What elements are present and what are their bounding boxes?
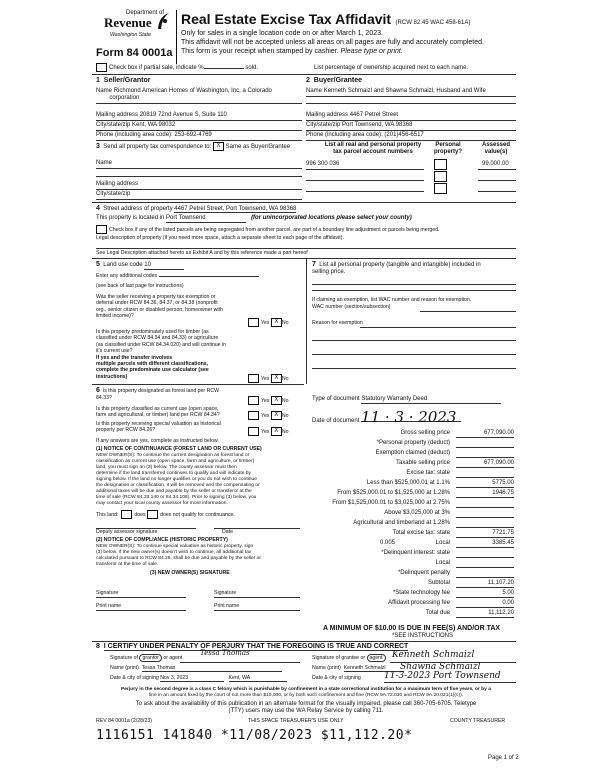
revision: REV 84 0001a (2/28/23) [96, 718, 152, 724]
street-address-field[interactable] [96, 205, 296, 213]
seller-city-field[interactable] [96, 122, 175, 129]
buyer-phone-field[interactable]: Phone (including area code): (201)456-6517 [306, 132, 424, 138]
calc-value[interactable] [456, 570, 514, 578]
grantor-name-label: Name (print) [110, 665, 139, 671]
segregated-label: Check box if any of the listed parcels are being segregated from another parcel, are part of a boundary line adjustment or parcels being merged. [109, 226, 440, 233]
hist-no-box[interactable]: X [271, 427, 282, 436]
doc-type-label: Type of document [312, 396, 360, 402]
seller-phone: 253-692-4769 [174, 132, 212, 138]
seller-title [96, 77, 150, 85]
calc-label: Affidavit processing fee [388, 600, 450, 606]
q2b-line-4: instructions) [96, 373, 128, 380]
personal-checkbox-2[interactable] [434, 171, 447, 182]
owner-print-label-1: Print name [96, 603, 122, 609]
assessed-col-header [476, 142, 516, 156]
seller-phone-label: Phone (including area code) [96, 132, 172, 138]
treasurer-use: THIS SPACE TREASURER'S USE ONLY [248, 718, 344, 724]
certify-text: I CERTIFY UNDER PENALTY OF PERJURY THAT THE FOREGOING IS TRUE AND CORRECT [103, 643, 409, 650]
assessed-col-1: Assessed [481, 142, 511, 148]
parcel-col-1b: tax parcel account numbers [333, 149, 413, 155]
deputy-date-label: Date [222, 529, 233, 535]
land-use-field[interactable] [96, 261, 184, 270]
calc-value[interactable]: 0.00 [456, 600, 514, 608]
seller-mail-label: Mailing address [96, 112, 139, 118]
partial-sale [96, 63, 258, 72]
calc-value[interactable] [456, 560, 514, 568]
calc-value[interactable] [456, 470, 514, 478]
local-rate: 0.005 [380, 540, 396, 546]
page-title [181, 11, 470, 29]
calc-value[interactable] [456, 520, 514, 528]
seller-phone-field[interactable]: Phone (including area code): 253-692-4769 [96, 132, 212, 138]
note-2: This affidavit will not be accepted unless all areas on all pages are fully and accurately completed. [181, 39, 484, 46]
grantor-sig-label: Signature of [110, 655, 138, 661]
f-line-1: Is this property designated as forest land per RCW [102, 388, 219, 394]
legal-desc-label: Legal description of property (if you need more space, attach a separate sheet to each page of the affidavit). [96, 235, 344, 241]
note-3 [181, 48, 403, 56]
forest-question [96, 387, 256, 401]
land-use-code: 10 [144, 262, 184, 270]
cu-answer [248, 411, 289, 420]
parcel-col-header [318, 142, 428, 156]
grantee-name: Kenneth Schmaizl [344, 665, 404, 672]
current-use-question [96, 406, 256, 419]
calc-value[interactable]: 11,107.20 [456, 580, 514, 588]
buyer-mail-field[interactable] [306, 112, 398, 119]
buyer-name-label: Name [306, 88, 323, 94]
calc-value[interactable]: 5775.00 [456, 480, 514, 488]
location-field [96, 215, 412, 223]
wac-label: WAC number (section/subsection) [312, 304, 391, 310]
dept-line1: Department of [126, 10, 165, 16]
calc-label: Subtotal [427, 580, 450, 586]
f-yes: Yes [261, 397, 270, 404]
sec3-name-label: Name [96, 160, 113, 166]
grantor-name-field[interactable] [110, 665, 282, 672]
calc-label: Total due [425, 610, 450, 616]
minimum-note: A MINIMUM OF $10.00 IS DUE IN FEE(S) AND/OR TAX [323, 625, 501, 632]
partial-sale-checkbox[interactable] [96, 63, 107, 72]
receipt-stamp: 1116151 141840 *11/08/2023 $11,112.20* [96, 728, 413, 743]
addl-codes-field[interactable] [96, 273, 259, 279]
notice-compliance-title: (2) NOTICE OF COMPLIANCE (HISTORIC PROPERTY) [96, 537, 228, 543]
calc-value[interactable]: 7721.75 [456, 530, 514, 538]
q2-yes-box[interactable] [248, 374, 259, 383]
doc-date-field[interactable] [312, 408, 461, 426]
q1-yes: Yes [261, 319, 270, 326]
title-rcw: (RCW 82.45 WAC 458-61A) [395, 20, 471, 26]
or-agent-label: or agent [163, 655, 183, 661]
hist-yes-box[interactable] [248, 427, 259, 436]
doc-date: 11 · 3 · 2023 [361, 414, 461, 422]
parcel-number: 996 300 036 [306, 161, 340, 167]
sec5-num: 5 [96, 261, 100, 268]
calc-value[interactable]: 3385.45 [456, 540, 514, 548]
calc-label: Gross selling price [400, 430, 450, 436]
list-pct-note: List percentage of ownership acquired next to each name. [314, 65, 469, 71]
calc-label: Local [435, 540, 450, 546]
notice-compliance-text [96, 544, 306, 568]
access-1: To ask about the availability of this publication in an alternate format for the visually impaired, please call 360-705-6705. Teletype [135, 701, 477, 707]
q2-answer [248, 374, 289, 383]
note-3b: Please type or print. [340, 48, 403, 55]
p2-l2: calculated pursuant to RCW 84.26, shall be due and payable by the seller or [96, 556, 262, 561]
form-number: Form 84 0001a [96, 47, 173, 59]
grantee-signature: Kenneth Schmaizl [392, 650, 475, 660]
doc-date-label: Date of document [312, 418, 360, 424]
assessed-value: 99,000.00 [482, 161, 509, 167]
calc-label: Agricultural and timberland at 1.28% [353, 520, 450, 526]
seller-city: Kent, WA 98032 [132, 122, 176, 128]
calc-label: From $1,525,000.01 to $3,025,000 at 2.75% [332, 500, 450, 506]
seller-title-text: Seller/Grantor [103, 77, 151, 84]
q1-line-2: deferral under RCW 84.36, 84.37, or 84.38 (nonprofit [96, 300, 218, 307]
owner-sig-label-1: Signature [96, 590, 119, 596]
page-number: Page 1 of 2 [488, 755, 519, 761]
grantor-circle: grantor [139, 654, 161, 662]
seller-name: Richmond American Homes of Washington, Inc, a Colorado [113, 88, 272, 94]
calc-label: From $525,000.01 to $1,525,000 at 1.28% [337, 490, 450, 496]
segregated-checkbox[interactable] [96, 225, 107, 234]
q2-line-3: (as classified under RCW 84.34.020) and will continue in [96, 341, 227, 348]
sec3-text: Send all property tax correspondence to: [103, 144, 212, 151]
notice-continuance-text [96, 453, 306, 507]
location-label: This property is located in [96, 215, 165, 221]
partial-label: Check box if partial sale, indicate % [109, 65, 204, 72]
deputy-sig-label: Deputy assessor signature [96, 529, 158, 535]
notice-continuance-title: (1) NOTICE OF CONTINUANCE (FOREST LAND OR CURRENT USE) [96, 446, 262, 452]
street-address: 4467 Petrel Street, Port Townsend, WA 98368 [174, 206, 297, 212]
exemption-question [96, 294, 256, 320]
title-text: Real Estate Excise Tax Affidavit [181, 11, 392, 27]
sec3-num: 3 [96, 143, 100, 151]
see-back-note: (see back of last page for instructions) [96, 283, 184, 289]
dor-swoosh-icon [156, 12, 170, 30]
see-instructions: *SEE INSTRUCTIONS [392, 633, 454, 639]
q1-no: No [281, 319, 289, 326]
addl-codes-label: Enter any additional codes [96, 273, 158, 279]
q2b-line-2: multiple parcels with different classifications, [96, 361, 209, 368]
access-2: (TTY) users may use the WA Relay Service by calling 711. [228, 708, 384, 714]
does-checkbox[interactable] [121, 510, 132, 519]
sec8-num: 8 [96, 643, 100, 650]
note-3a: This form is your receipt when stamped by cashier. [181, 48, 339, 55]
personal-property-note [312, 261, 512, 276]
buyer-mail: 4467 Petrel Street [349, 112, 399, 118]
seller-name-field[interactable] [96, 88, 300, 102]
personal-col-header [430, 142, 466, 156]
hist-line-2: property per RCW 84.26? [96, 427, 156, 434]
buyer-phone: (201)456-6517 [384, 132, 424, 138]
owner-sig-label-2: Signature [214, 590, 237, 596]
sec4-num: 4 [96, 205, 100, 212]
buyer-num: 2 [306, 77, 310, 84]
personal-col-1: Personal [435, 142, 461, 148]
this-land-label: This land: [96, 511, 119, 518]
same-as-buyer-label: Same as Buyer/Grantee [225, 144, 291, 151]
timber-question [96, 329, 256, 380]
calc-value[interactable] [456, 500, 514, 508]
cu-no-box[interactable]: X [271, 411, 282, 420]
calc-label: Local [435, 560, 450, 566]
land-use-label: Land use code [103, 262, 143, 268]
calc-value[interactable] [456, 510, 514, 518]
calc-label: Less than $525,000.01 at 1.1% [366, 480, 450, 486]
tax-correspondence [96, 142, 290, 151]
buyer-title [306, 77, 362, 85]
p1-l8: may contact your local county assessor for more information. [96, 501, 228, 506]
calc-label: *Delinquent penalty [397, 570, 450, 576]
q1-line-3: org., senior citizen or disabled person, homeowner with [96, 306, 223, 313]
calc-value[interactable]: 5.00 [456, 590, 514, 598]
grantee-name-label: Name (print) [312, 665, 341, 671]
seller-num: 1 [96, 77, 100, 84]
q2-line-2: classified under RCW 84.34 and 84.33) or agriculture [96, 335, 219, 342]
dept-state: Washington State [110, 32, 151, 38]
access-notice [96, 701, 516, 715]
f-yes-box[interactable] [248, 396, 259, 405]
grantee-sig-label: Signature of grantee or [312, 655, 366, 661]
street-label: Street address of property [103, 206, 173, 212]
agent-circle: agent [367, 654, 386, 662]
doc-type-field[interactable] [312, 396, 501, 404]
seller-city-label: City/state/zip [96, 122, 131, 128]
f-no-box[interactable]: X [271, 396, 282, 405]
dept-name: Revenue [104, 15, 152, 30]
calc-label: Total excise tax: state [392, 530, 450, 536]
grantor-name: Tessa Thomas [142, 665, 282, 672]
sec7-num: 7 [312, 261, 316, 268]
q2-no: No [281, 375, 289, 382]
grantor-city: Kent, WA [229, 675, 287, 682]
dor-logo [96, 10, 176, 46]
p1-l2: land, you must sign on (3) below. The county assessor must then [96, 465, 237, 470]
does-not-label: does not qualify for continuance. [160, 511, 235, 518]
q1-answer [248, 318, 289, 327]
q1-line-1: Was the seller receiving a property tax exemption or [96, 294, 216, 300]
perjury-notice [96, 687, 516, 699]
calc-label: Taxable selling price [395, 460, 450, 466]
f-line-2: 84.33? [96, 395, 112, 401]
reason-label: Reason for exemption [312, 320, 363, 326]
legal-desc-value: See Legal Description attached hereto as Exhibit A and by this reference made a part hereof [96, 250, 308, 256]
q2-yes: Yes [261, 375, 270, 382]
p1-l1: classification as current use (open space, farm and agriculture, or timber) [96, 459, 255, 464]
perjury-2: fine in an amount fixed by the court of not more than $10,000, or by both such confinement and fine (RCW 9A.72.030 and RCW 9A.20.021(1)(c)). [148, 693, 464, 698]
calc-value[interactable]: 677,090.00 [456, 430, 514, 438]
personal-checkbox-3[interactable] [434, 183, 447, 194]
perjury-1: Perjury in the second degree is a class C felony which is punishable by confinement in a state correctional institution for a maximum term of five years, or by a [121, 687, 491, 692]
q1-yes-box[interactable] [248, 318, 259, 327]
seller-mail: 20819 72nd Avenue S, Suite 110 [139, 112, 227, 118]
calc-label: *Personal property (deduct) [376, 440, 450, 446]
hist-yes: Yes [261, 428, 270, 435]
grantee-signature-2: Shawna Schmaizl [400, 662, 481, 672]
buyer-city-field[interactable] [306, 122, 412, 129]
p2-l0: NEW OWNER(S): To continue special valuation as historic property, sign [96, 544, 254, 549]
calc-value[interactable]: 11,112.20 [456, 610, 514, 618]
q2-no-box[interactable]: X [271, 374, 282, 383]
q1-no-box[interactable]: X [271, 318, 282, 327]
hist-line-1: Is this property receiving special valuation as historical [96, 421, 221, 427]
hist-no: No [281, 428, 289, 435]
grantee-date-field[interactable] [312, 675, 361, 681]
sec3-city-label: City/state/zip [96, 191, 131, 197]
location-select[interactable]: Port Townsend [166, 215, 246, 223]
certify [96, 643, 408, 650]
if-any-note: If any answers are yes, complete as instructed below. [96, 438, 219, 444]
buyer-title-text: Buyer/Grantee [313, 77, 363, 84]
seller-name-label: Name [96, 88, 113, 94]
parcel-col-1: List all real and personal property [324, 142, 422, 148]
calc-value[interactable] [456, 450, 514, 458]
calc-label: Exemption claimed (deduct) [375, 450, 450, 456]
p1-l6: additional taxes will be due and payable by the seller or transferor at the [96, 489, 252, 494]
grantor-date: Nov 3, 2023 [160, 675, 224, 682]
grantee-date: 11-3-2023 Port Townsend [384, 671, 501, 681]
buyer-phone-label: Phone (including area code) [306, 132, 382, 138]
buyer-city-label: City/state/zip [306, 122, 341, 128]
calc-label: *Delinquent interest: state [381, 550, 450, 556]
owner-print-label-2: Print name [214, 603, 240, 609]
sec3-mail-label: Mailing address [96, 181, 139, 187]
sec7-text: List all personal property (tangible and intangible) included in [319, 262, 481, 268]
this-land-field [96, 510, 235, 519]
f-no: No [281, 397, 289, 404]
seller-mail-field[interactable] [96, 112, 227, 119]
segregated-field [96, 225, 439, 234]
calc-label: *State technology fee [392, 590, 450, 596]
p1-l3: determine if the land transferred continues to qualify and will indicate by [96, 471, 251, 476]
q1-line-4: limited income)? [96, 313, 134, 320]
doc-type: Statutory Warranty Deed [361, 396, 501, 404]
calc-label: Excise tax: state [406, 470, 450, 476]
assessed-col-1b: value(s) [484, 149, 508, 155]
p1-l4: signing below. If the land no longer qualifies or you do not wish to continue [96, 477, 257, 482]
grantor-sig-field[interactable] [110, 655, 182, 661]
location-note: (for unincorporated locations please select your county) [251, 215, 412, 221]
cu-line-1: Is this property classified as current use (open space, [96, 406, 219, 412]
does-not-checkbox[interactable] [147, 510, 158, 519]
hist-answer [248, 427, 289, 436]
sec6-num: 6 [96, 387, 100, 394]
grantor-date-field[interactable] [110, 675, 287, 682]
sec7-text-2: selling price. [312, 269, 346, 275]
q2b-line-1: If yes and the transfer involves [96, 354, 173, 361]
county-treasurer: COUNTY TREASURER [450, 718, 506, 724]
buyer-mail-label: Mailing address [306, 112, 349, 118]
p2-l3: transferor at the time of sale. [96, 562, 159, 567]
cu-yes-box[interactable] [248, 411, 259, 420]
grantor-signature: Tessa Thomas [200, 649, 250, 657]
new-owner-sig-title: (3) NEW OWNER(S) SIGNATURE [150, 570, 230, 576]
buyer-city: Port Townsend, WA 98368 [342, 122, 413, 128]
note-1: Only for sales in a single location code on or after March 1, 2023. [181, 30, 383, 37]
does-label: does [134, 511, 146, 518]
calc-value[interactable]: 1946.75 [456, 490, 514, 498]
exempt-note: If claiming an exemption, list WAC number and reason for exemption. [312, 297, 472, 303]
same-as-buyer-checkbox[interactable]: X [213, 142, 224, 151]
p1-l7: time of sale (RCW 84.33.140 or 84.34.108). Prior to signing (3) below, you [96, 495, 257, 500]
calc-value[interactable]: 677,090.00 [456, 460, 514, 468]
calc-value[interactable] [456, 550, 514, 558]
seller-name-2: corporation [109, 95, 140, 101]
grantee-date-label: Date & city of signing [312, 675, 361, 681]
f-answer [248, 396, 289, 405]
cu-yes: Yes [261, 412, 270, 419]
calc-value[interactable] [456, 440, 514, 448]
q2-line-1: Is this property predominately used for timber (as [96, 329, 209, 335]
calc-label: Above $3,025,000 at 3% [384, 510, 450, 516]
p1-l5: the designation or classification, it will be removed and the compensating or [96, 483, 260, 488]
buyer-name-field[interactable] [306, 88, 516, 95]
personal-col-1b: property? [433, 149, 462, 155]
buyer-name: Kenneth Schmaizl and Shawna Schmaizl, Husband and Wife [323, 88, 486, 94]
p2-l1: (3) below. If the new owner(s) doesn't wish to continue, all additional tax [96, 550, 252, 555]
grantor-date-label: Date & city of signing [110, 675, 159, 681]
cu-no: No [281, 412, 289, 419]
sold-label: sold. [245, 65, 259, 72]
p1-l0: NEW OWNER(S): To continue the current designation as forest land or [96, 453, 250, 458]
q2b-line-3: complete the predominate use calculator (see [96, 367, 209, 374]
personal-checkbox-1[interactable] [434, 159, 447, 170]
q2-line-4: it's current use? [96, 348, 133, 355]
grantee-sig-field[interactable] [312, 655, 386, 661]
historic-question [96, 421, 256, 434]
cu-line-2: farm and agricultural, or timber) land per RCW 84.34? [96, 412, 220, 419]
